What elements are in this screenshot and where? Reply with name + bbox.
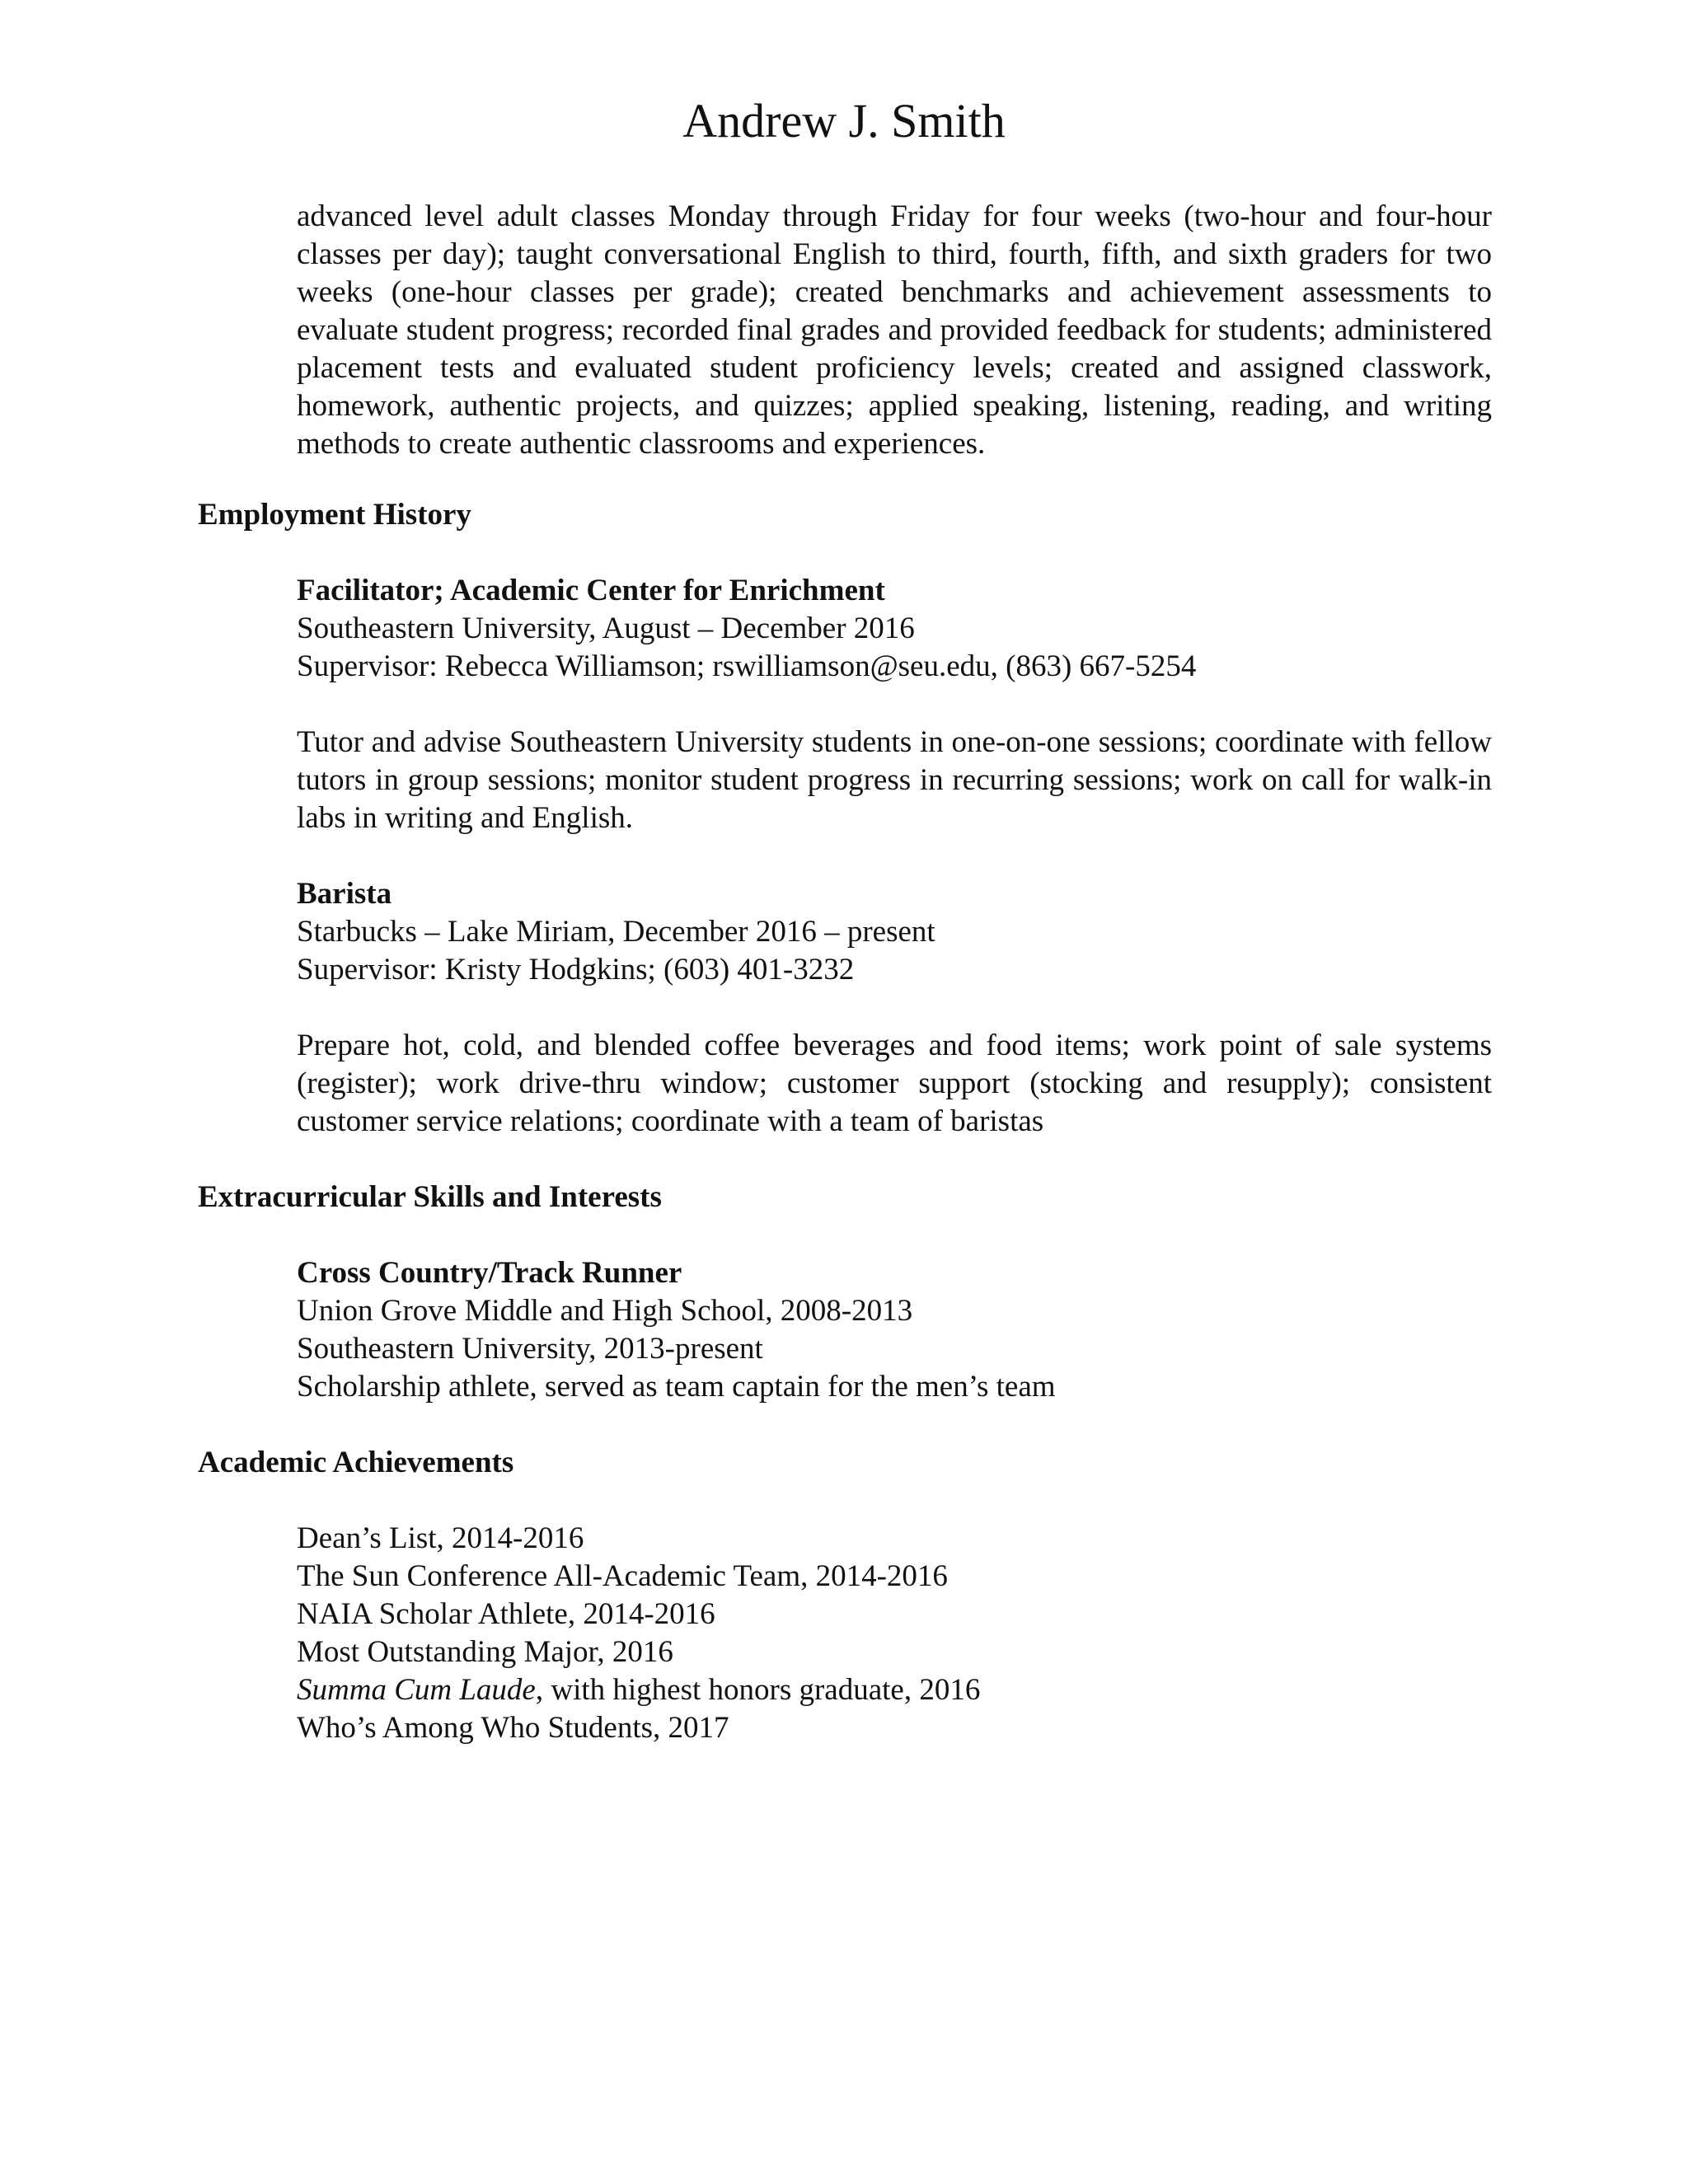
job-description: Prepare hot, cold, and blended coffee beverages and food items; work point of sale systems (register); work drive-thru window; customer support (stocking and resupply); consistent customer service relations; coordinate with a team of baristas bbox=[297, 1029, 1492, 1138]
summa-cum-laude-text: Summa Cum Laude bbox=[297, 1673, 536, 1707]
job-place: Starbucks – Lake Miriam, December 2016 – present bbox=[297, 915, 935, 949]
summa-rest-text: , with highest honors graduate, 2016 bbox=[535, 1673, 981, 1707]
job-place: Southeastern University, August – December 2016 bbox=[297, 612, 915, 645]
job-description: Tutor and advise Southeastern University students in one-on-one sessions; coordinate with fellow tutors in group sessions; monitor student progress in recurring sessions; work on call for walk-in labs in writing and English. bbox=[297, 725, 1492, 835]
activity-line: Union Grove Middle and High School, 2008-2013 bbox=[297, 1294, 913, 1328]
job-entry-facilitator bbox=[297, 572, 1492, 686]
section-heading-employment: Employment History bbox=[198, 498, 471, 532]
activity-line: Scholarship athlete, served as team captain for the men’s team bbox=[297, 1370, 1056, 1404]
job-entry-barista bbox=[297, 875, 1492, 989]
job-description-barista bbox=[297, 1027, 1492, 1141]
achievement-item: Most Outstanding Major, 2016 bbox=[297, 1635, 673, 1669]
job-title: Facilitator; Academic Center for Enrichment bbox=[297, 574, 885, 607]
job-title: Barista bbox=[297, 877, 392, 911]
achievements-list bbox=[297, 1520, 1492, 1747]
job-description-facilitator bbox=[297, 724, 1492, 837]
intro-paragraph bbox=[297, 198, 1492, 463]
achievement-item-summa bbox=[297, 1671, 1492, 1709]
intro-text: advanced level adult classes Monday through Friday for four weeks (two-hour and four-hour classes per day); taught conversational English to third, fourth, fifth, and sixth graders for two weeks (one-hour classes per grade); created benchmarks and achievement assessments to evaluate student progress; recorded final grades and provided feedback for students; administered placement tests and evaluated student proficiency levels; created and assigned classwork, homework, authentic projects, and quizzes; applied speaking, listening, reading, and writing methods to create authentic classrooms and experiences. bbox=[297, 199, 1492, 461]
extracurricular-entry bbox=[297, 1254, 1492, 1406]
job-supervisor: Supervisor: Kristy Hodgkins; (603) 401-3232 bbox=[297, 953, 855, 987]
applicant-name: Andrew J. Smith bbox=[682, 94, 1006, 148]
job-supervisor: Supervisor: Rebecca Williamson; rswilliamson@seu.edu, (863) 667-5254 bbox=[297, 649, 1197, 683]
section-heading-extracurricular: Extracurricular Skills and Interests bbox=[198, 1180, 662, 1214]
achievement-item: Dean’s List, 2014-2016 bbox=[297, 1521, 584, 1555]
achievement-item: Who’s Among Who Students, 2017 bbox=[297, 1711, 729, 1745]
achievement-item: NAIA Scholar Athlete, 2014-2016 bbox=[297, 1597, 715, 1631]
activity-title: Cross Country/Track Runner bbox=[297, 1256, 682, 1290]
achievement-item: The Sun Conference All-Academic Team, 2014-2016 bbox=[297, 1559, 948, 1593]
activity-line: Southeastern University, 2013-present bbox=[297, 1332, 763, 1366]
section-heading-achievements: Academic Achievements bbox=[198, 1446, 514, 1479]
